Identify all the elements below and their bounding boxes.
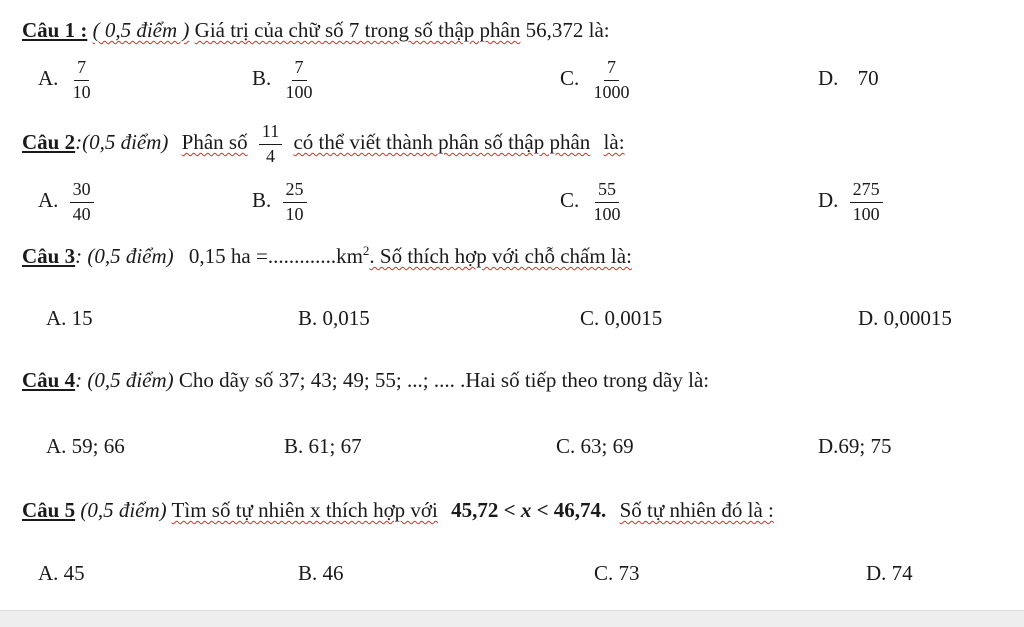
question-3-points: : (0,5 điểm) (75, 244, 174, 268)
fraction-numerator: 7 (292, 58, 307, 81)
bottom-strip (0, 610, 1024, 627)
option-fraction (70, 180, 94, 225)
question-3-label: Câu 3 (22, 244, 76, 268)
option-fraction (70, 58, 94, 103)
question-2-option-b[interactable] (252, 180, 307, 225)
question-2-stem (22, 122, 625, 167)
question-4-label: Câu 4 (22, 368, 76, 392)
question-3-option-a[interactable]: A. 15 (46, 306, 93, 330)
question-1-option-d[interactable] (818, 68, 879, 89)
option-letter: B. (252, 66, 272, 91)
question-5-ineq-left: 45,72 < (451, 498, 516, 522)
fraction-numerator: 30 (70, 180, 94, 203)
question-3-stem (22, 244, 632, 267)
question-5-points: (0,5 điểm) (80, 498, 167, 522)
question-3-text-after: . Số thích hợp với chỗ chấm là: (369, 244, 632, 268)
question-2-text-end: là: (603, 130, 625, 155)
fraction-numerator: 7 (74, 58, 89, 81)
fraction-denominator: 10 (285, 203, 304, 224)
option-fraction (850, 180, 883, 225)
question-2-fraction (259, 122, 282, 167)
fraction-denominator: 10 (72, 81, 91, 102)
question-5-option-c[interactable]: C. 73 (594, 561, 640, 585)
question-3-option-b[interactable]: B. 0,015 (298, 306, 370, 330)
question-3-option-d[interactable]: D. 0,00015 (858, 306, 952, 330)
question-4-option-a[interactable]: A. 59; 66 (46, 434, 125, 458)
fraction-numerator: 55 (595, 180, 619, 203)
question-3-text: 0,15 ha =.............km (188, 244, 363, 268)
option-letter: D. (818, 66, 839, 90)
fraction-numerator: 275 (850, 180, 883, 203)
question-2-label: Câu 2 (22, 130, 76, 155)
question-3-superscript: 2 (362, 243, 370, 258)
fraction-denominator: 100 (593, 203, 621, 224)
fraction-denominator: 1000 (593, 81, 630, 102)
question-1-text: Giá trị của chữ số 7 trong số thập phân (194, 18, 521, 42)
fraction-numerator: 25 (283, 180, 307, 203)
option-letter: B. (252, 188, 272, 213)
option-letter: C. (560, 66, 580, 91)
question-4-option-c[interactable]: C. 63; 69 (556, 434, 634, 458)
question-2-option-a[interactable] (38, 180, 94, 225)
question-5-ineq-right: < 46,74. (536, 498, 607, 522)
question-5-option-b[interactable]: B. 46 (298, 561, 344, 585)
question-4-points: : (0,5 điểm) (75, 368, 174, 392)
question-2-points: :(0,5 điểm) (75, 130, 169, 155)
question-5-option-a[interactable]: A. 45 (38, 561, 85, 585)
question-1-label: Câu 1 : (22, 18, 88, 42)
question-5-text-after: Số tự nhiên đó là : (619, 498, 774, 522)
option-fraction (283, 180, 307, 225)
option-letter: D. (818, 188, 839, 213)
option-letter: A. (38, 188, 59, 213)
question-2-text-after: có thể viết thành phân số thập phân (293, 130, 591, 155)
question-2-text-before: Phân số (181, 130, 248, 155)
question-1-points: ( 0,5 điểm ) (92, 18, 190, 42)
question-4-option-d[interactable]: D.69; 75 (818, 434, 892, 458)
option-fraction (283, 58, 316, 103)
fraction-numerator: 11 (259, 122, 282, 145)
question-3-option-c[interactable]: C. 0,0015 (580, 306, 663, 330)
fraction-numerator: 7 (604, 58, 619, 81)
question-4-text: Cho dãy số 37; 43; 49; 55; ...; .... .Hai số tiếp theo trong dãy là: (178, 368, 710, 392)
option-fraction (591, 58, 633, 103)
question-2-option-c[interactable] (560, 180, 624, 225)
fraction-denominator: 4 (266, 145, 276, 166)
question-1-option-a[interactable] (38, 58, 94, 103)
question-1-stem (22, 20, 610, 41)
question-5-ineq-var: x (520, 498, 532, 522)
question-2-option-d[interactable] (818, 180, 883, 225)
option-value: 70 (857, 66, 879, 90)
fraction-denominator: 100 (852, 203, 880, 224)
question-1-option-b[interactable] (252, 58, 316, 103)
question-4-stem (22, 370, 709, 391)
option-letter: C. (560, 188, 580, 213)
question-5-label: Câu 5 (22, 498, 76, 522)
question-1-option-c[interactable] (560, 58, 633, 103)
option-fraction (591, 180, 624, 225)
question-1-number: 56,372 là: (525, 18, 610, 42)
fraction-denominator: 40 (72, 203, 91, 224)
fraction-denominator: 100 (285, 81, 313, 102)
option-letter: A. (38, 66, 59, 91)
question-4-option-b[interactable]: B. 61; 67 (284, 434, 362, 458)
question-5-option-d[interactable]: D. 74 (866, 561, 913, 585)
question-5-text: Tìm số tự nhiên x thích hợp với (171, 498, 438, 522)
question-5-stem (22, 500, 774, 521)
